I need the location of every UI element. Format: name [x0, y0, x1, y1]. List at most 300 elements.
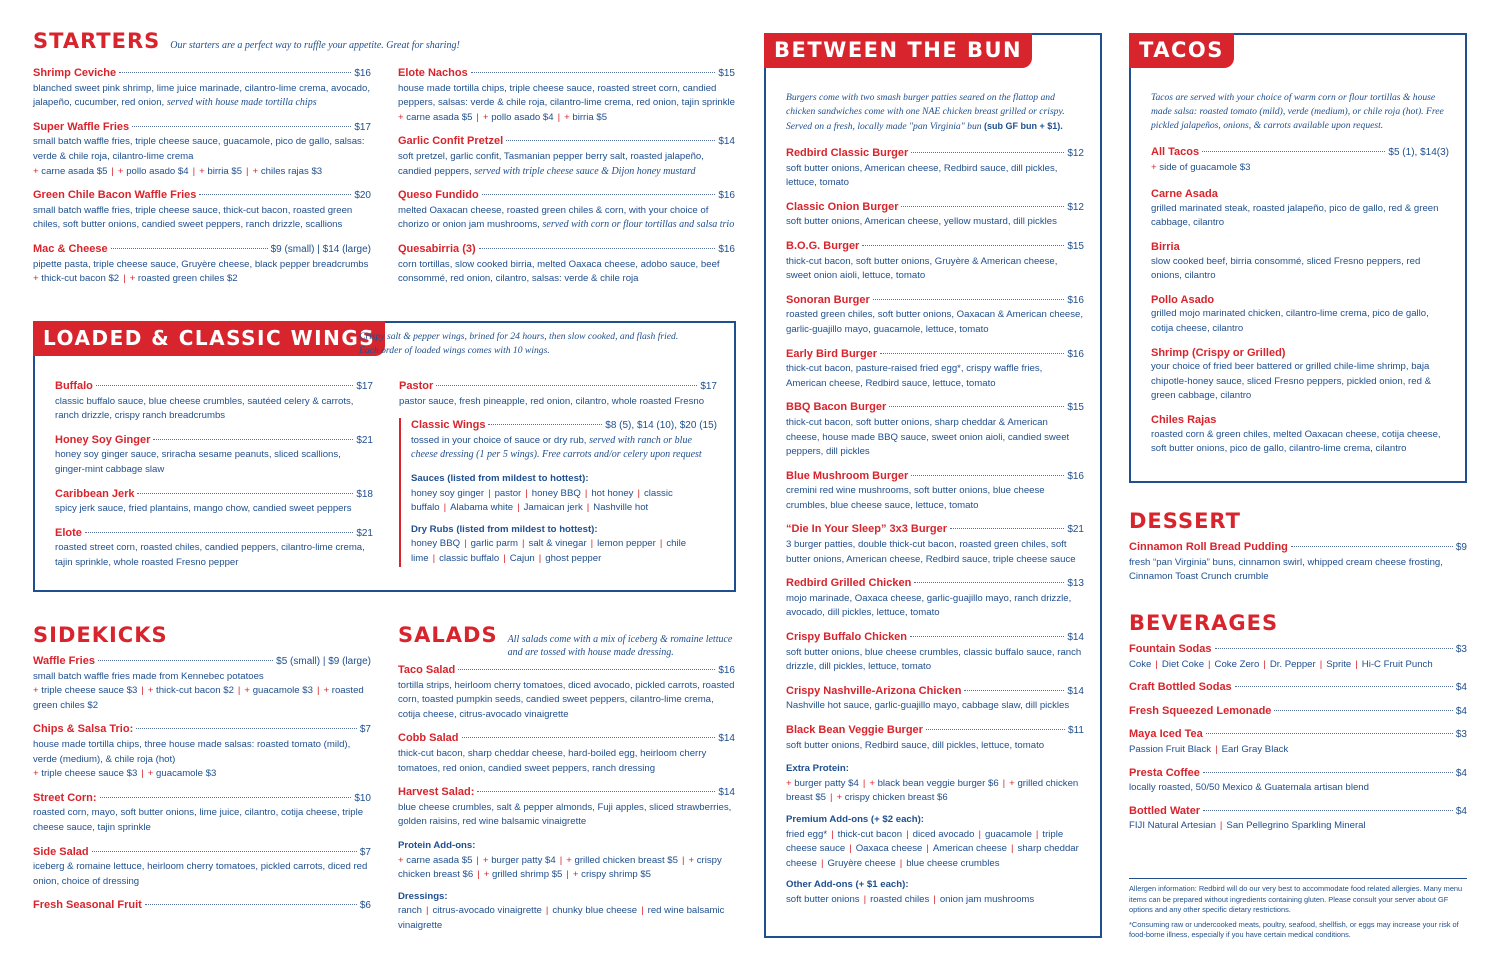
salad-item — [398, 663, 735, 722]
option: Diet Coke — [1161, 658, 1205, 670]
burger-item — [786, 522, 1084, 567]
desc-text: small batch waffle fries made from Kennebec potatoes — [33, 670, 264, 682]
option: birria $5 — [204, 165, 243, 177]
plus-sign: + — [147, 685, 154, 697]
item-head — [1151, 346, 1449, 361]
separator: | — [1319, 658, 1323, 670]
desc-text: spicy jerk sauce, fried plantains, mango chow, candied sweet peppers — [55, 503, 352, 515]
desc-text: soft butter onions, American cheese, yellow mustard, dill pickles — [786, 216, 1057, 228]
leader-dots — [136, 728, 357, 729]
item-name: Early Bird Burger — [786, 347, 878, 360]
separator: | — [1355, 658, 1358, 670]
item-head — [33, 66, 371, 82]
desc-text: roasted corn, mayo, soft butter onions, lime juice, cilantro, cotija cheese, triple cheese sauce, tajin sprinkle — [33, 807, 364, 833]
burger-item — [786, 293, 1084, 338]
item-price: $9 (small) | $14 (large) — [270, 243, 371, 255]
separator: | — [559, 854, 563, 866]
dressings-list — [398, 904, 735, 933]
item-price: $17 — [354, 121, 371, 133]
separator: | — [488, 487, 491, 499]
extra-protein-block — [786, 762, 1084, 806]
item-desc — [411, 434, 717, 463]
salad-item — [398, 785, 735, 830]
starters-right-column — [398, 66, 735, 296]
separator: | — [1035, 828, 1039, 840]
item-head — [398, 188, 735, 204]
option: Jamaican jerk — [523, 502, 583, 514]
item-price: $21 — [356, 434, 373, 446]
item-name: Elote — [55, 526, 82, 539]
item-name: Pollo Asado — [1151, 293, 1215, 306]
desc-text: roasted street corn, roasted chiles, candied peppers, cilantro-lime crema, tajin sprinkle, whole roasted Fresno pepper — [55, 542, 365, 568]
leader-dots — [436, 385, 697, 386]
item-name: Chips & Salsa Trio: — [33, 723, 134, 736]
separator: | — [192, 165, 196, 177]
item-desc — [33, 204, 371, 233]
item-price: $16 — [718, 665, 735, 676]
bun-box — [764, 33, 1102, 938]
wing-item — [55, 487, 373, 517]
option: Coke Zero — [1214, 658, 1260, 670]
sidekick-item — [33, 654, 371, 713]
sauces-label: Sauces (listed from mildest to hottest): — [411, 472, 589, 484]
desc-text: small batch waffle fries, triple cheese sauce, thick-cut bacon, roasted green chiles, soft butter onions, candied sweet peppers, ranch drizzle, scallions — [33, 204, 353, 231]
option: carne asada $5 — [403, 111, 473, 123]
desc-text: house made tortilla chips, three house made salsas: roasted tomato (mild), verde (medium), & chile roja (hot) — [33, 738, 351, 765]
item-head — [33, 722, 371, 738]
footer-divider — [1129, 878, 1467, 879]
item-addon: + side of guacamole $3 — [1151, 161, 1251, 173]
separator: | — [525, 487, 528, 499]
desc-text: tossed in your choice of sauce or dry rub, — [411, 434, 587, 446]
plus-sign: + — [33, 768, 39, 780]
item-name: Garlic Confit Pretzel — [398, 135, 504, 148]
bun-intro — [786, 91, 1084, 134]
item-desc — [1129, 556, 1467, 585]
item-name: Classic Wings — [411, 419, 486, 432]
item-head — [786, 576, 1084, 592]
item-price: $17 — [700, 381, 717, 392]
item-head — [33, 120, 371, 136]
wing-item-classic — [411, 418, 717, 463]
desc-text: classic buffalo sauce, blue cheese crumbles, sautéed celery & carrots, ranch drizzle, crispy ranch breadcrumbs — [55, 395, 354, 422]
burger-item — [786, 347, 1084, 392]
item-desc — [33, 135, 371, 164]
leader-dots — [96, 385, 353, 386]
separator: | — [906, 828, 909, 840]
desc-text: house made tortilla chips, triple cheese sauce, roasted street corn, candied peppers, salsas: verde & chile roja, cilantro-lime crema, red onion, tajin sprinkle — [398, 82, 735, 109]
item-addons — [33, 165, 371, 180]
item-head — [1151, 240, 1449, 255]
leader-dots — [92, 851, 357, 852]
starter-item — [33, 66, 371, 111]
option: Hi-C Fruit Punch — [1361, 658, 1433, 670]
beverages-section — [1129, 611, 1467, 842]
desc-text: blue cheese crumbles, salt & pepper almonds, Fuji apples, sliced strawberries, golden raisins, red wine balsamic vinaigrette — [398, 801, 732, 828]
option: Sprite — [1326, 658, 1352, 670]
item-head — [1151, 187, 1449, 202]
option: honey soy ginger — [411, 487, 485, 499]
desc-text: grilled marinated steak, roasted jalapeño, pico de gallo, red & green cabbage, cilantro — [1151, 202, 1439, 229]
desc-text: soft butter onions, blue cheese crumbles, classic buffalo sauce, ranch drizzle, dill pickles, lettuce, tomato — [786, 646, 1082, 673]
tacos-intro: Tacos are served with your choice of warm corn or flour tortillas & house made salsa: roasted tomato (mild), verde (medium), or chile roja (hot). Free pickled jalapeños, onions, & carrots available upon request. — [1151, 92, 1444, 131]
separator: | — [849, 843, 852, 855]
leader-dots — [145, 904, 357, 905]
item-desc — [786, 646, 1084, 675]
separator: | — [659, 538, 663, 550]
option: lemon pepper — [597, 538, 656, 550]
item-price: $10 — [354, 792, 371, 804]
item-desc — [33, 258, 371, 273]
beverage-item — [1129, 680, 1467, 696]
item-desc — [55, 448, 373, 477]
item-name: Bottled Water — [1129, 804, 1201, 817]
separator: | — [141, 685, 144, 697]
option: Alabama white — [450, 502, 514, 514]
item-desc — [786, 416, 1084, 460]
item-desc — [786, 362, 1084, 391]
item-price: $4 — [1455, 682, 1467, 694]
option: pollo asado $4 — [488, 111, 554, 123]
bun-intro-bold: (sub GF bun + $1). — [983, 121, 1063, 131]
option: salt & vinegar — [528, 538, 587, 550]
desc-italic: served with corn or flour tortillas and salsa trio — [542, 219, 735, 231]
desc-text: 3 burger patties, double thick-cut bacon, roasted green chiles, soft butter onions, American cheese, Redbird sauce, triple cheese sauce — [786, 539, 1076, 565]
item-desc — [786, 162, 1084, 191]
plus-sign: + — [482, 854, 489, 866]
separator: | — [681, 854, 685, 866]
plus-sign: + — [33, 165, 39, 177]
separator: | — [1219, 820, 1223, 832]
plus-sign: + — [33, 273, 39, 285]
leader-dots — [111, 248, 268, 249]
item-head — [1129, 642, 1467, 658]
sauces-block — [411, 472, 717, 516]
item-price: $8 (5), $14 (10), $20 (15) — [605, 420, 717, 432]
item-head — [55, 487, 373, 503]
option: guacamole $3 — [153, 768, 217, 780]
plus-sign: + — [199, 165, 205, 177]
plus-sign: + — [398, 854, 404, 866]
option: triple cheese sauce $3 — [38, 768, 138, 780]
desc-text: grilled mojo marinated chicken, cilantro-lime crema, pico de gallo, cotija cheese, cilantro — [1151, 308, 1429, 334]
separator: | — [584, 487, 588, 499]
plus-sign: + — [688, 854, 695, 866]
option: carne asada $5 — [403, 854, 473, 866]
wings-intro — [359, 330, 729, 358]
leader-dots — [482, 194, 716, 195]
option: Dr. Pepper — [1269, 658, 1316, 670]
tacos-content — [1151, 91, 1449, 466]
separator: | — [820, 857, 824, 869]
option: fried egg* — [786, 828, 828, 840]
item-desc — [33, 670, 371, 685]
desc-text: soft butter onions, Redbird sauce, dill pickles, lettuce, tomato — [786, 739, 1045, 751]
taco-item — [1151, 187, 1449, 231]
separator: | — [1011, 843, 1014, 855]
protein-addons-list — [398, 854, 735, 883]
leader-dots — [911, 475, 1064, 476]
option: ghost pepper — [545, 552, 602, 564]
item-price: $9 — [1455, 542, 1467, 553]
desc-text: small batch waffle fries, triple cheese sauce, guacamole, pico de gallo, salsas: verde & chile roja, cilantro-lime crema — [33, 136, 365, 162]
option: diced avocado — [912, 828, 975, 840]
item-name: Cobb Salad — [398, 732, 459, 745]
item-desc — [398, 204, 735, 233]
premium-addons-block — [786, 813, 1084, 871]
item-price: $16 — [1067, 294, 1084, 306]
option: classic buffalo — [439, 552, 500, 564]
item-name: Craft Bottled Sodas — [1129, 681, 1232, 694]
item-name: Redbird Classic Burger — [786, 147, 909, 159]
sidekick-item — [33, 845, 371, 890]
item-price: $13 — [1067, 578, 1084, 590]
leader-dots — [462, 737, 716, 738]
separator: | — [863, 893, 867, 905]
option: crispy chicken breast $6 — [398, 854, 722, 881]
item-price: $16 — [1067, 470, 1084, 482]
beverage-item — [1129, 727, 1467, 757]
option: onion jam mushrooms — [939, 893, 1035, 905]
leader-dots — [1203, 810, 1453, 811]
option: hot honey — [591, 487, 634, 499]
item-options — [1129, 819, 1467, 834]
leader-dots — [901, 206, 1064, 207]
option: honey BBQ — [531, 487, 581, 499]
bun-content — [786, 91, 1084, 915]
separator: | — [831, 828, 834, 840]
item-head — [398, 66, 735, 82]
item-head — [55, 433, 373, 449]
beverage-item — [1129, 804, 1467, 834]
plus-sign: + — [244, 685, 251, 697]
burger-item — [786, 630, 1084, 675]
salads-subtitle — [508, 633, 733, 659]
leader-dots — [1202, 151, 1385, 152]
item-name: Taco Salad — [398, 664, 456, 676]
item-name: Carne Asada — [1151, 188, 1218, 201]
item-price: $12 — [1067, 201, 1084, 213]
item-desc — [398, 82, 735, 111]
separator: | — [237, 685, 241, 697]
option: chunky blue cheese — [552, 905, 638, 917]
item-desc — [398, 801, 735, 830]
item-desc — [33, 806, 371, 835]
option: roasted green chiles $2 — [135, 273, 238, 285]
desc-text: Nashville hot sauce, garlic-guajillo mayo, cabbage slaw, dill pickles — [786, 700, 1070, 712]
separator: | — [637, 487, 640, 499]
separator: | — [557, 111, 561, 123]
item-head — [786, 400, 1084, 416]
item-name: Crispy Buffalo Chicken — [786, 631, 908, 644]
option: burger patty $4 — [488, 854, 556, 866]
burger-item — [786, 146, 1084, 191]
separator: | — [862, 777, 866, 789]
dessert-item — [1129, 540, 1467, 585]
desc-text: corn tortillas, slow cooked birria, melted Oaxaca cheese, adobo sauce, beef consommé, red onion, cilantro, salsas: verde & chile roja — [398, 258, 720, 285]
desc-text: thick-cut bacon, sharp cheddar cheese, hard-boiled egg, heirloom cherry tomatoes, red onion, candied sweet peppers, ranch dressing — [398, 747, 707, 774]
beverage-item — [1129, 766, 1467, 796]
leader-dots — [153, 439, 353, 440]
leader-dots — [85, 532, 353, 533]
leader-dots — [506, 140, 715, 141]
item-head — [1151, 293, 1449, 308]
separator: | — [246, 165, 249, 177]
option: grilled chicken breast $5 — [786, 777, 1079, 804]
extra-protein-list — [786, 777, 1084, 806]
option: garlic parm — [470, 538, 519, 550]
item-price: $21 — [356, 527, 373, 539]
item-name: Honey Soy Ginger — [55, 433, 151, 446]
item-desc — [1151, 428, 1449, 457]
wing-item — [55, 379, 373, 424]
item-price: $18 — [356, 488, 373, 500]
item-desc — [1151, 360, 1449, 404]
burger-item — [786, 576, 1084, 621]
wings-title: LOADED & CLASSIC WINGS — [33, 321, 385, 356]
burger-item — [786, 400, 1084, 459]
taco-item — [1151, 346, 1449, 404]
premium-addons-list — [786, 828, 1084, 872]
separator: | — [464, 538, 467, 550]
sauces-list — [411, 487, 717, 516]
item-name: Black Bean Veggie Burger — [786, 724, 923, 736]
separator: | — [141, 768, 144, 780]
item-head — [786, 630, 1084, 646]
desc-text: your choice of fried beer battered or grilled chile-lime shrimp, baja chipotle-honey sauce, sliced Fresno peppers, pickled onion, red & green cabbage, cilantro — [1151, 361, 1431, 402]
plus-sign: + — [869, 777, 875, 789]
item-name: B.O.G. Burger — [786, 239, 860, 252]
item-desc — [786, 484, 1084, 513]
leader-dots — [926, 729, 1065, 730]
item-head — [1151, 413, 1449, 428]
beverages-title: BEVERAGES — [1129, 611, 1279, 635]
separator: | — [522, 538, 525, 550]
sidekick-item — [33, 791, 371, 836]
leader-dots — [199, 194, 351, 195]
option: soft butter onions — [786, 893, 860, 905]
item-name: Presta Coffee — [1129, 766, 1200, 779]
item-head — [786, 239, 1084, 255]
desc-text: mojo marinade, Oaxaca cheese, garlic-guajillo mayo, ranch drizzle, avocado, dill pickles, lettuce, tomato — [786, 592, 1072, 619]
item-name: Green Chile Bacon Waffle Fries — [33, 189, 197, 202]
item-desc — [786, 592, 1084, 621]
separator: | — [566, 869, 569, 881]
taco-item — [1151, 293, 1449, 337]
option: thick-cut bacon $2 — [38, 273, 120, 285]
leader-dots — [488, 424, 602, 425]
item-name: Harvest Salad: — [398, 786, 475, 799]
item-name: Elote Nachos — [398, 67, 468, 79]
item-price: $11 — [1068, 725, 1084, 736]
item-price: $14 — [718, 787, 735, 799]
taco-item — [1151, 413, 1449, 457]
item-price: $16 — [354, 68, 371, 79]
item-name: Classic Onion Burger — [786, 200, 899, 213]
separator: | — [1208, 658, 1211, 670]
item-price: $4 — [1455, 767, 1467, 779]
option: guacamole $3 — [250, 685, 313, 697]
item-name: Shrimp (Crispy or Grilled) — [1151, 346, 1286, 359]
other-addons-label: Other Add-ons (+ $1 each): — [786, 879, 909, 891]
item-name: Redbird Grilled Chicken — [786, 577, 912, 590]
option: chile lime — [411, 538, 687, 564]
wings-intro-line-1: Crispy salt & pepper wings, brined for 24 hours, then slow cooked, and flash fried. — [359, 331, 679, 342]
item-options — [1129, 658, 1467, 673]
item-price: $12 — [1067, 148, 1084, 159]
starters-left-column — [33, 66, 371, 296]
option: Oaxaca cheese — [855, 843, 923, 855]
item-head — [1129, 680, 1467, 696]
item-price: $5 (small) | $9 (large) — [276, 656, 371, 667]
taco-item — [1151, 240, 1449, 284]
other-addons-list — [786, 893, 1084, 908]
desc-text: pipette pasta, triple cheese sauce, Gruyère cheese, black pepper breadcrumbs — [33, 258, 369, 270]
desc-text: fresh “pan Virginia” buns, cinnamon swirl, whipped cream cheese frosting, Cinnamon Toast Crunch crumble — [1129, 556, 1443, 583]
item-head — [55, 379, 373, 395]
item-desc — [786, 538, 1084, 567]
item-price: $14 — [1067, 685, 1084, 697]
item-head — [33, 898, 371, 914]
option: roasted green chiles $2 — [33, 685, 364, 711]
item-options — [1129, 781, 1467, 796]
separator: | — [641, 905, 644, 917]
separator: | — [926, 843, 929, 855]
item-desc — [786, 255, 1084, 284]
option: guacamole — [984, 828, 1032, 840]
leader-dots — [132, 126, 351, 127]
wings-left-column — [55, 379, 373, 580]
item-desc — [33, 82, 371, 111]
wing-item-pastor — [399, 379, 717, 409]
item-head — [1129, 804, 1467, 820]
starter-item — [398, 66, 735, 125]
plus-sign: + — [129, 273, 136, 285]
leader-dots — [880, 353, 1064, 354]
option: triple cheese sauce — [786, 828, 1064, 855]
separator: | — [538, 552, 542, 564]
separator: | — [123, 273, 126, 285]
plus-sign: + — [33, 685, 39, 697]
burger-item — [786, 200, 1084, 230]
plus-sign: + — [1009, 777, 1015, 789]
dressings-label: Dressings: — [398, 890, 448, 902]
item-price: $15 — [718, 68, 735, 79]
separator: | — [1002, 777, 1006, 789]
desc-text: iceberg & romaine lettuce, heirloom cherry tomatoes, pickled carrots, diced red onion, choice of dressing — [33, 861, 368, 887]
item-name: Quesabirria (3) — [398, 242, 476, 255]
desc-text: thick-cut bacon, soft butter onions, sharp cheddar & American cheese, house made BBQ sauce, sweet onion aioli, candied sweet peppers, dill pickles — [786, 416, 1070, 458]
item-name: BBQ Bacon Burger — [786, 401, 887, 414]
sidekicks-list — [33, 654, 371, 914]
protein-addons-block — [398, 839, 735, 883]
item-head — [398, 785, 735, 801]
desc-text: thick-cut bacon, soft butter onions, Gruyère & American cheese, sweet onion aioli, lettuce, tomato — [786, 255, 1058, 282]
protein-addons-label: Protein Add-ons: — [398, 839, 476, 851]
item-desc — [398, 679, 735, 723]
separator: | — [978, 828, 981, 840]
option: locally roasted, 50/50 Mexico & Guatemala artisan blend — [1129, 782, 1369, 794]
item-desc — [33, 860, 371, 889]
item-head — [786, 347, 1084, 363]
leader-dots — [1203, 772, 1453, 773]
desc-text: honey soy ginger sauce, sriracha sesame peanuts, sliced scallions, ginger-mint cabbage slaw — [55, 449, 341, 475]
item-price: $15 — [1067, 402, 1084, 414]
plus-sign: + — [483, 869, 490, 881]
sidekicks-section — [33, 623, 371, 923]
item-desc — [786, 215, 1084, 230]
option: Passion Fruit Black — [1129, 743, 1212, 755]
